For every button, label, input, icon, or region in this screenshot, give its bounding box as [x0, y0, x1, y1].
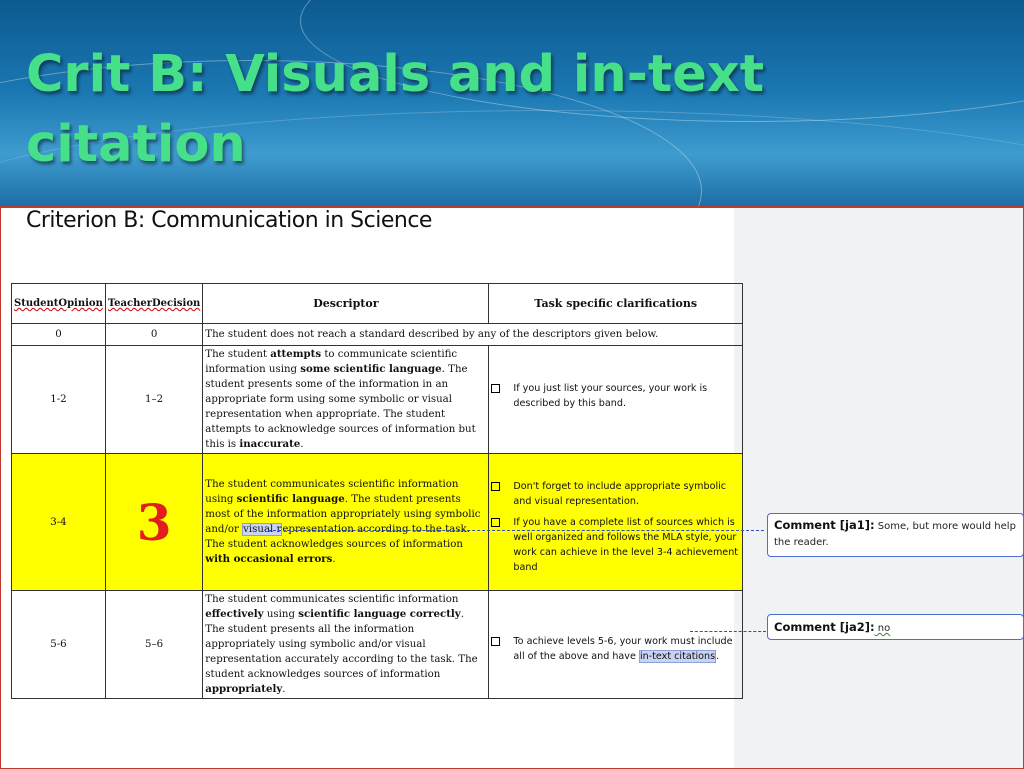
checkbox-bullet-icon — [491, 518, 500, 527]
clarification-cell — [489, 346, 743, 454]
teacher-score: 5–6 — [105, 591, 202, 699]
teacher-score: 0 — [105, 324, 202, 346]
rubric-table — [11, 283, 743, 699]
criterion-heading: Criterion B: Communication in Science — [26, 208, 432, 233]
descriptor-cell: The student communicates scientific information using scientific language. The student presents most of the information appropriately using symbolic and/or visual representation according to the task. The student acknowledges sources of information with occasional errors. — [203, 454, 489, 591]
header-descriptor: Descriptor — [203, 284, 489, 324]
student-score: 0 — [12, 324, 106, 346]
comment-balloon-ja2[interactable] — [767, 614, 1024, 640]
comment-balloon-ja1[interactable] — [767, 513, 1024, 557]
comment-anchor-ja2[interactable]: in-text citations — [639, 651, 716, 662]
checkbox-bullet-icon — [491, 384, 500, 393]
teacher-score-value: 3 — [136, 492, 172, 552]
checkbox-bullet-icon — [491, 482, 500, 491]
descriptor-cell: The student attempts to communicate scientific information using some scientific language. The student presents some of the information in an appropriate form using some symbolic or visual representation when appropriate. The student attempts to acknowledge sources of information but this is inaccurate. — [203, 346, 489, 454]
student-score: 5-6 — [12, 591, 106, 699]
comment-text: no — [874, 623, 891, 634]
list-item: Don't forget to include appropriate symbolic and visual representation. — [491, 479, 740, 509]
student-score: 1-2 — [12, 346, 106, 454]
comment-text: Some, but more would help the reader. — [774, 521, 1016, 548]
descriptor-cell: The student does not reach a standard described by any of the descriptors given below. — [203, 324, 743, 346]
descriptor-cell: The student communicates scientific information effectively using scientific language correctly. The student presents all the information appropriately using symbolic and/or visual representation accurately according to the task. The student acknowledges sources of information appropriately. — [203, 591, 489, 699]
clarification-cell — [489, 454, 743, 591]
list-item: To achieve levels 5-6, your work must include all of the above and have in-text citations. — [491, 634, 740, 664]
comment-anchor-ja1[interactable]: visual r — [243, 524, 282, 535]
table-row — [12, 591, 743, 699]
comment-margin-pane — [734, 206, 1024, 768]
header-task-clarifications: Task specific clarifications — [489, 284, 743, 324]
student-score: 3-4 — [12, 454, 106, 591]
table-row — [12, 324, 743, 346]
table-row-highlighted — [12, 454, 743, 591]
list-item: If you have a complete list of sources which is well organized and follows the MLA style, your work can achieve in the level 3-4 achievement band — [491, 515, 740, 575]
header-student-opinion: StudentOpinion — [12, 284, 106, 324]
table-row — [12, 346, 743, 454]
slide-banner — [0, 0, 1024, 206]
slide-title: Crit B: Visuals and in-text citation — [26, 45, 765, 174]
comment-connector-ja2 — [690, 631, 766, 632]
teacher-score — [105, 454, 202, 591]
list-item: If you just list your sources, your work is described by this band. — [491, 381, 740, 411]
teacher-score: 1–2 — [105, 346, 202, 454]
checkbox-bullet-icon — [491, 637, 500, 646]
clarification-cell — [489, 591, 743, 699]
table-header-row — [12, 284, 743, 324]
comment-label: Comment [ja1]: — [774, 518, 875, 532]
comment-connector-ja1 — [268, 530, 764, 531]
comment-label: Comment [ja2]: — [774, 620, 875, 634]
header-teacher-decision: TeacherDecision — [105, 284, 202, 324]
